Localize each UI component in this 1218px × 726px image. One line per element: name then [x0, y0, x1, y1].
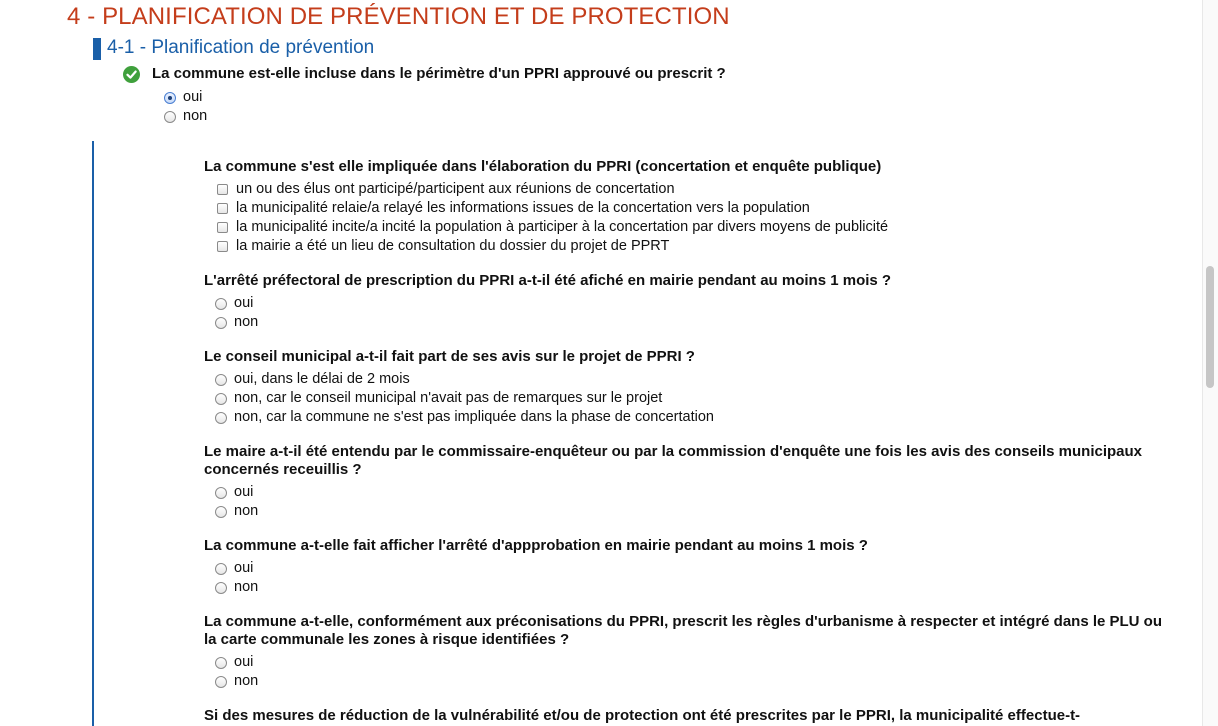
option-label: oui	[234, 560, 254, 576]
question-5: La commune a-t-elle fait afficher l'arrêté d'appprobation en mairie pendant au moins 1 mois ?	[204, 537, 868, 554]
main-question: La commune est-elle incluse dans le périmètre d'un PPRI approuvé ou prescrit ?	[152, 65, 726, 82]
question-1-option-1[interactable]	[217, 180, 675, 199]
radio-button[interactable]	[215, 298, 227, 310]
option-label: un ou des élus ont participé/participent aux réunions de concertation	[236, 181, 675, 197]
radio-button[interactable]	[164, 111, 176, 123]
question-3-option-1[interactable]	[215, 370, 410, 389]
radio-button[interactable]	[215, 412, 227, 424]
question-1-option-4[interactable]	[217, 237, 669, 256]
option-label: non	[234, 673, 259, 689]
question-5-option-oui[interactable]	[215, 559, 253, 578]
radio-button[interactable]	[215, 487, 227, 499]
checkbox[interactable]	[217, 241, 228, 252]
question-6-option-oui[interactable]	[215, 653, 253, 672]
question-6-option-non[interactable]	[215, 672, 258, 691]
question-1: La commune s'est elle impliquée dans l'élaboration du PPRI (concertation et enquête publique)	[204, 158, 882, 175]
question-4-option-oui[interactable]	[215, 483, 253, 502]
question-3-option-2[interactable]	[215, 389, 662, 408]
main-question-option-non[interactable]	[164, 107, 207, 126]
option-label: non, car le conseil municipal n'avait pas de remarques sur le projet	[234, 390, 663, 406]
radio-button[interactable]	[215, 393, 227, 405]
question-2-option-non[interactable]	[215, 313, 258, 332]
check-circle-icon	[123, 66, 140, 83]
option-label: oui	[183, 89, 203, 105]
question-4-option-non[interactable]	[215, 502, 258, 521]
option-label: la municipalité relaie/a relayé les informations issues de la concertation vers la population	[236, 200, 810, 216]
question-7: Si des mesures de réduction de la vulnérabilité et/ou de protection ont été prescrites par le PPRI, la municipalité effectue-t-	[204, 707, 1081, 724]
question-1-option-2[interactable]	[217, 199, 810, 218]
sub-questions-indicator-line	[92, 141, 94, 726]
radio-button[interactable]	[215, 317, 227, 329]
subsection-title: 4-1 - Planification de prévention	[107, 37, 375, 58]
radio-button-selected[interactable]	[164, 92, 176, 104]
checkbox[interactable]	[217, 184, 228, 195]
checkbox[interactable]	[217, 203, 228, 214]
option-label: la mairie a été un lieu de consultation du dossier du projet de PPRT	[236, 238, 670, 254]
scrollbar-thumb[interactable]	[1206, 266, 1214, 388]
option-label: la municipalité incite/a incité la population à participer à la concertation par divers moyens de publicité	[236, 219, 889, 235]
option-label: oui, dans le délai de 2 mois	[234, 371, 410, 387]
option-label: non	[234, 579, 259, 595]
question-2-option-oui[interactable]	[215, 294, 253, 313]
question-1-option-3[interactable]	[217, 218, 888, 237]
question-3: Le conseil municipal a-t-il fait part de ses avis sur le projet de PPRI ?	[204, 348, 695, 365]
option-label: non, car la commune ne s'est pas impliquée dans la phase de concertation	[234, 409, 714, 425]
radio-button[interactable]	[215, 374, 227, 386]
main-question-option-oui[interactable]	[164, 88, 202, 107]
section-title: 4 - PLANIFICATION DE PRÉVENTION ET DE PROTECTION	[67, 3, 730, 30]
radio-button[interactable]	[215, 506, 227, 518]
checkbox[interactable]	[217, 222, 228, 233]
radio-button[interactable]	[215, 563, 227, 575]
option-label: non	[234, 503, 259, 519]
radio-button[interactable]	[215, 657, 227, 669]
radio-button[interactable]	[215, 582, 227, 594]
option-label: oui	[234, 295, 254, 311]
subsection-marker	[93, 38, 101, 60]
question-4: Le maire a-t-il été entendu par le commissaire-enquêteur ou par la commission d'enquête une fois les avis des conseils municipaux concernés receuillis ?	[204, 443, 1143, 478]
option-label: non	[234, 314, 259, 330]
option-label: oui	[234, 654, 254, 670]
radio-button[interactable]	[215, 676, 227, 688]
question-6: La commune a-t-elle, conformément aux préconisations du PPRI, prescrit les règles d'urbanisme à respecter et intégré dans le PLU ou la carte communale les zones à risque identifiées ?	[204, 613, 1163, 648]
question-3-option-3[interactable]	[215, 408, 714, 427]
question-5-option-non[interactable]	[215, 578, 258, 597]
question-2: L'arrêté préfectoral de prescription du PPRI a-t-il été afiché en mairie pendant au moins 1 mois ?	[204, 272, 892, 289]
option-label: oui	[234, 484, 254, 500]
option-label: non	[183, 108, 208, 124]
